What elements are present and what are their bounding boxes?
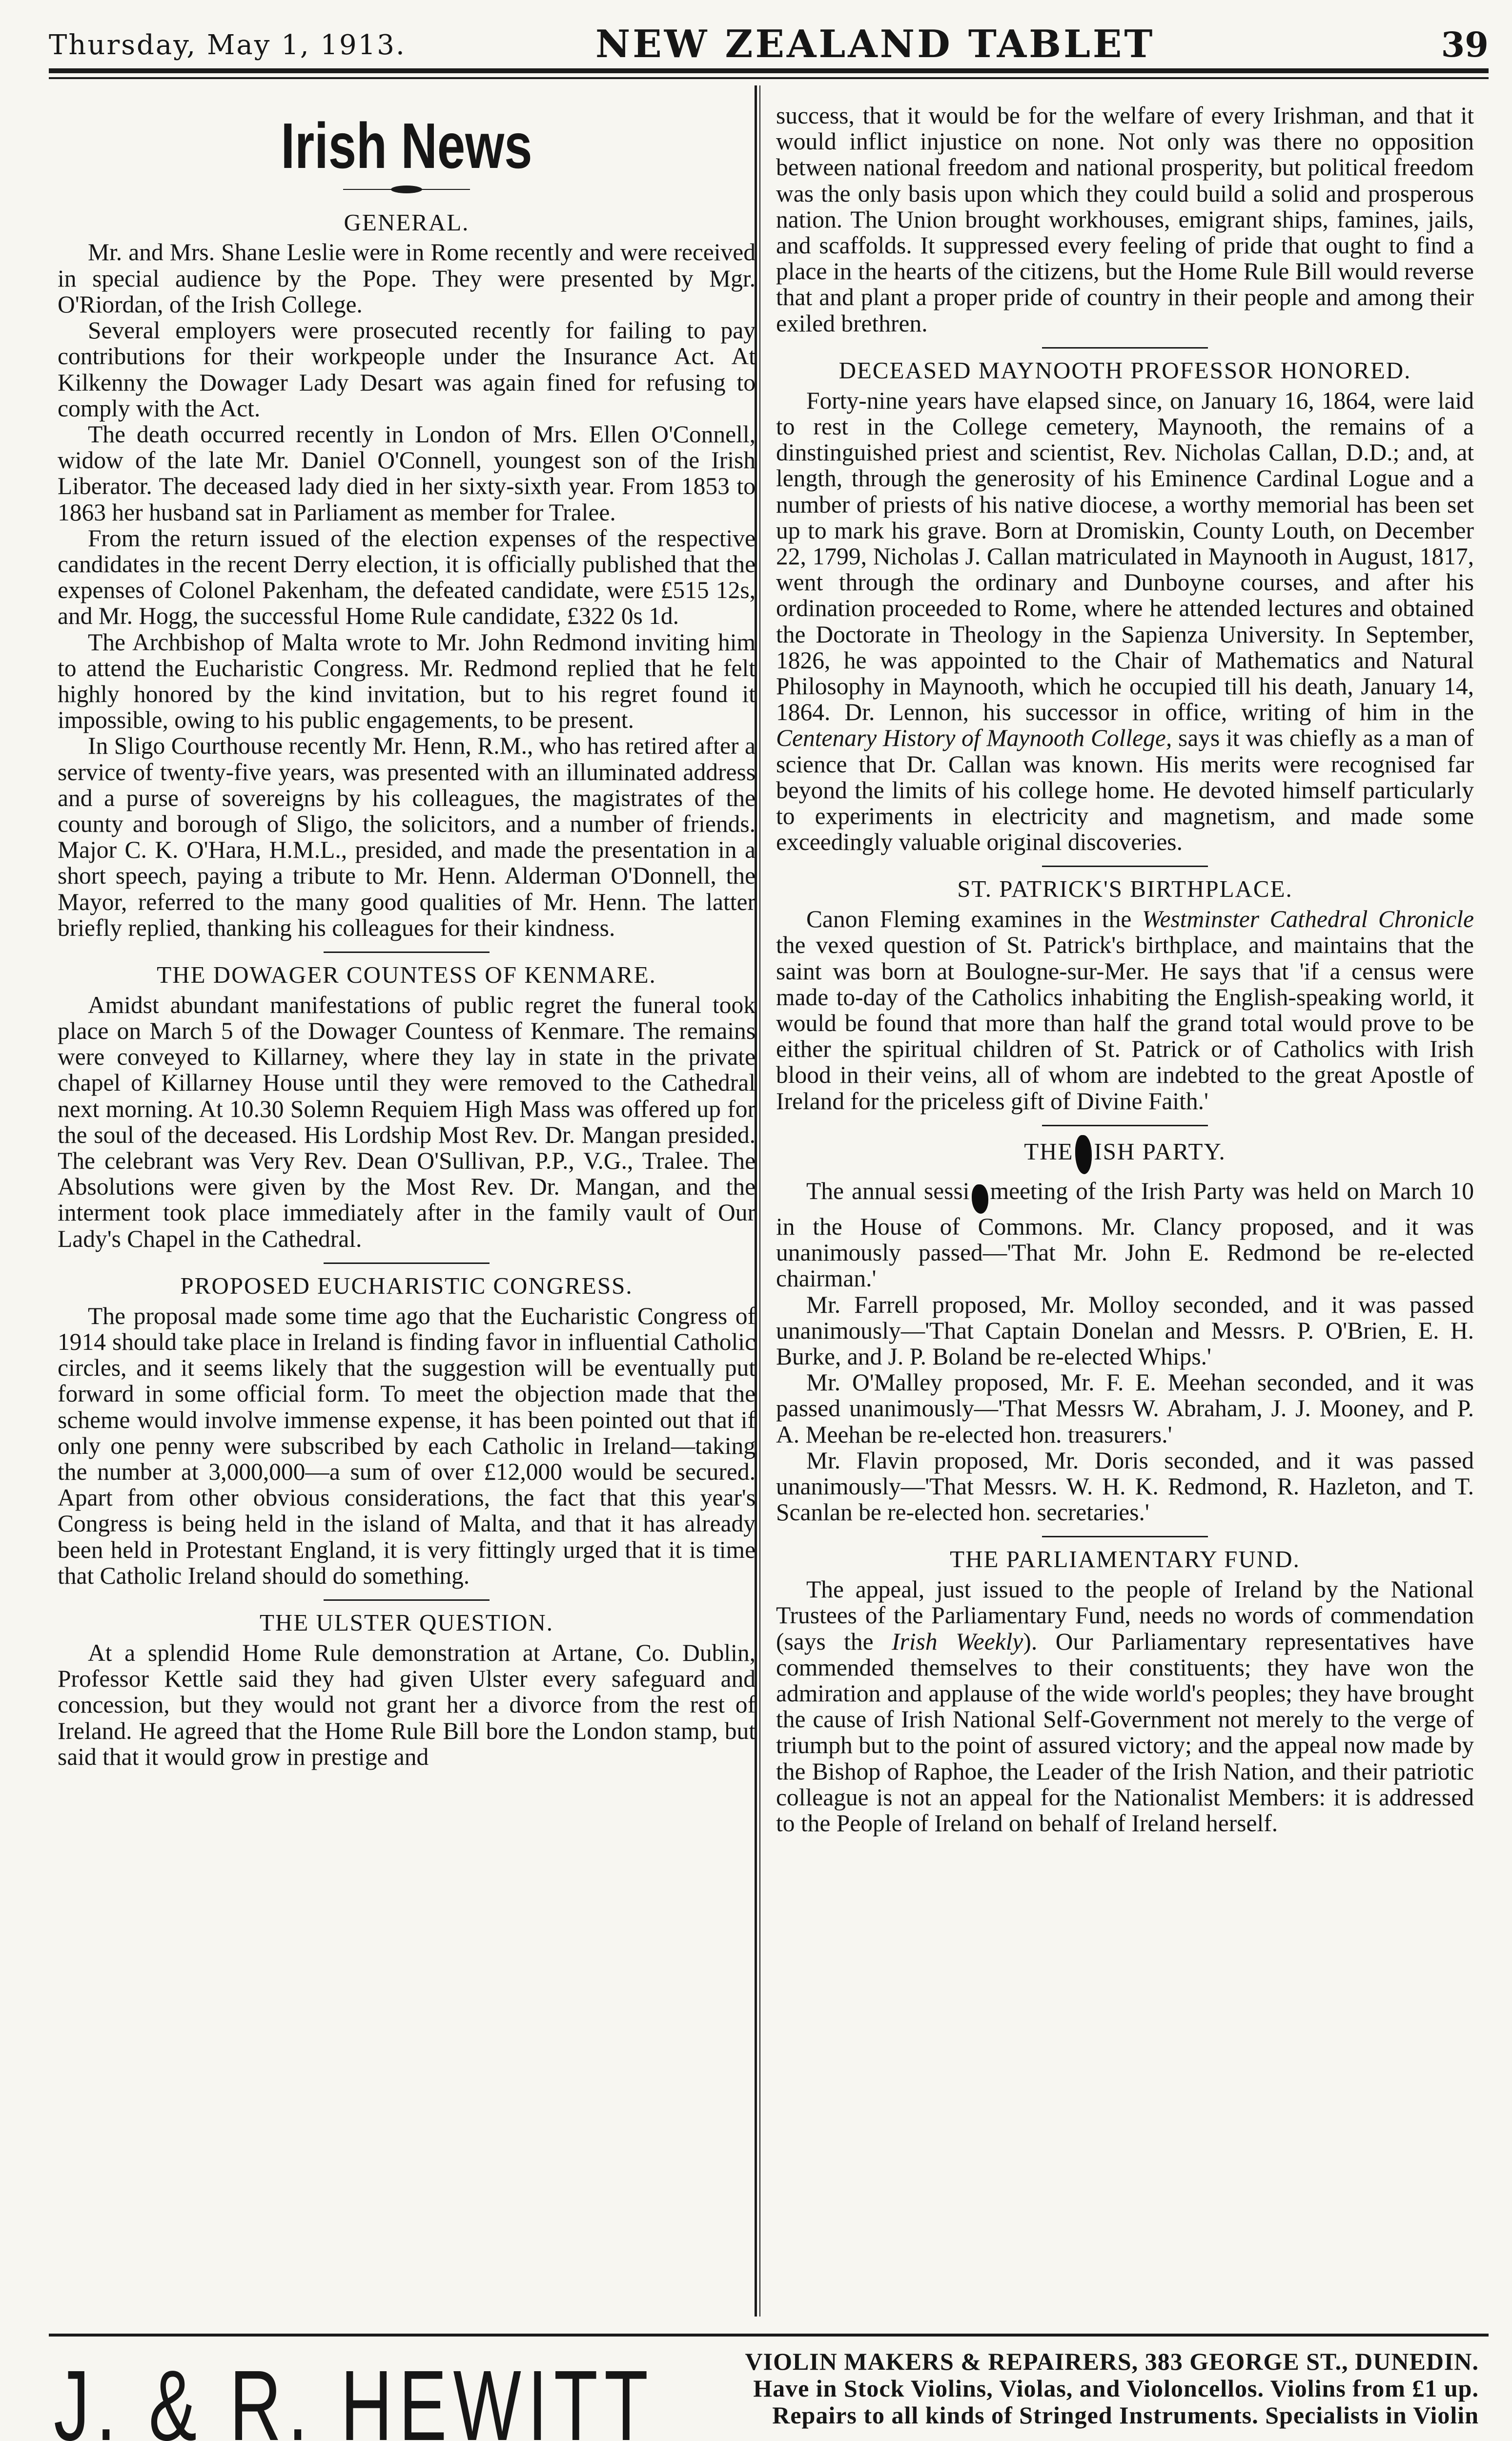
section-title: Irish News [281, 110, 532, 182]
article-paragraph [776, 1178, 1474, 1292]
separator [1042, 1536, 1208, 1537]
header-rule-thin [49, 77, 1489, 79]
italic-title: Centenary History of Maynooth College, [776, 724, 1172, 752]
left-column [58, 103, 756, 2309]
text-run: meeting of the Irish Party was held on March 10 in the House of Commons. Mr. Clancy proposed, and it was unanimously passed—'That Mr. John E. Redmond be re-elected chairman.' [776, 1177, 1474, 1292]
article-paragraph: The death occurred recently in London of Mrs. Ellen O'Connell, widow of the late Mr. Daniel O'Connell, youngest son of the Irish Liberator. The deceased lady died in her sixty-sixth year. From 1853 to 1863 her husband sat in Parliament as member for Tralee. [58, 420, 756, 526]
heading-part: THE [1024, 1138, 1074, 1165]
separator [324, 1599, 490, 1601]
page-header [49, 20, 1489, 73]
article-paragraph: In Sligo Courthouse recently Mr. Henn, R.M., who has retired after a service of twenty-five years, was presented with an illuminated address and a purse of sovereigns by his colleagues, the magistrates of the county and borough of Sligo, the solicitors, and a number of friends. Major C. K. O'Hara, H.M.L., presided, and made the presentation in a short speech, paying a tribute to Mr. Henn. Alderman O'Donnell, the Mayor, referred to the many good qualities of Mr. Henn. The latter briefly replied, thanking his colleagues for their kindness. [58, 732, 756, 941]
continued-paragraph: success, that it would be for the welfare of every Irishman, and that it would inflict injustice on none. Not only was there no opposition between national freedom and national prosperity, but political freedom was the only basis upon which they could build a solid and prosperous nation. The Union brought workhouses, emigrant ships, famines, jails, and scaffolds. It suppressed every feeling of pride that ought to find a place in the hearts of the citizens, but the Home Rule Bill would reverse that and plant a proper pride of country in their people and among their exiled brethren. [776, 103, 1474, 337]
ad-line: VIOLIN MAKERS & REPAIRERS, 383 GEORGE ST., DUNEDIN. [745, 2348, 1479, 2375]
text-run: The appeal, just issued to the people of Ireland by the National Trustees of the Parliamentary Fund, needs no words of commendation (says the [776, 1576, 1474, 1655]
heading-part: ISH PARTY. [1094, 1138, 1226, 1165]
article-paragraph: Mr. Farrell proposed, Mr. Molloy seconded, and it was passed unanimously—'That Captain Donelan and Messrs. P. O'Brien, E. H. Burke, and J. P. Boland be re-elected Whips.' [776, 1291, 1474, 1370]
article-paragraph [776, 1576, 1474, 1836]
heading-birthplace: ST. PATRICK'S BIRTHPLACE. [957, 875, 1293, 903]
separator [324, 1262, 490, 1264]
text-run: says it was chiefly as a man of science that Dr. Callan was known. His merits were recognised far beyond the limits of his college home. He devoted himself particularly to experiments in electricity and magnetism, and made some exceedingly valuable original discoveries. [776, 724, 1474, 856]
article-paragraph [776, 388, 1474, 855]
ornament-rule [343, 183, 470, 196]
article-paragraph: Mr. and Mrs. Shane Leslie were in Rome recently and were received in special audience by the Pope. They were presented by Mgr. O'Riordan, of the Irish College. [58, 239, 756, 318]
text-run: Canon Fleming examines in the [806, 906, 1132, 933]
heading-irish-party [776, 1135, 1474, 1174]
article-paragraph: Amidst abundant manifestations of public regret the funeral took place on March 5 of the Dowager Countess of Kenmare. The remains were conveyed to Killarney, where they lay in state in the private chapel of Killarney House until they were removed to the Cathedral next morning. At 10.30 Solemn Requiem High Mass was offered up for the soul of the deceased. His Lordship Most Rev. Dr. Mangan presided. The celebrant was Very Rev. Dean O'Sullivan, P.P., V.G., Tralee. The Absolutions were given by the Most Rev. Dr. Mangan, and the interment took place immediately after in the family vault of Our Lady's Chapel in the Cathedral. [58, 991, 756, 1252]
text-run: ). Our Parliamentary representatives have commended themselves to their constituents; they have won the admiration and applause of the wide world's peoples; they have brought the cause of Irish National Self-Government not merely to the verge of triumph but to the point of assured victory; and the appeal now made by the Bishop of Raphoe, the Leader of the Irish Nation, and their patriotic colleague is not an appeal for the Nationalist Members: it is addressed to the People of Ireland on behalf of Ireland herself. [776, 1628, 1474, 1837]
italic-title: Westminster Cathedral Chronicle [1142, 906, 1474, 933]
separator [324, 952, 490, 953]
footer-rule [49, 2334, 1489, 2337]
heading-ulster-question: THE ULSTER QUESTION. [259, 1609, 554, 1636]
ink-blot [972, 1184, 988, 1214]
ad-text-block [566, 2348, 1479, 2429]
article-paragraph: From the return issued of the election expenses of the respective candidates in the recent Derry election, it is officially published that the expenses of Colonel Pakenham, the defeated candidate, were £515 12s, and Mr. Hogg, the successful Home Rule candidate, £322 0s 1d. [58, 524, 756, 630]
article-paragraph: Several employers were prosecuted recently for failing to pay contributions for their workpeople under the Insurance Act. At Kilkenny the Dowager Lady Desart was again fined for refusing to comply with the Act. [58, 317, 756, 422]
heading-eucharistic-congress: PROPOSED EUCHARISTIC CONGRESS. [180, 1272, 633, 1299]
issue-date: Thursday, May 1, 1913. [49, 29, 406, 61]
separator [1042, 866, 1208, 867]
article-paragraph: The proposal made some time ago that the Eucharistic Congress of 1914 should take place in Ireland is finding favor in influential Catholic circles, and it seems likely that the suggestion will be eventually put forward in some official form. To meet the objection made that the scheme would involve immense expense, it has been pointed out that if only one penny were subscribed by each Catholic in Ireland—taking the number at 3,000,000—a sum of over £12,000 would be secured. Apart from other obvious considerations, the fact that this year's Congress is being held in the island of Malta, and that it has already been held in Protestant England, it is very fittingly urged that it is time that Catholic Ireland should do something. [58, 1302, 756, 1589]
ink-blot [1075, 1135, 1092, 1174]
separator [1042, 347, 1208, 349]
article-paragraph: Mr. Flavin proposed, Mr. Doris seconded, and it was passed unanimously—'That Messrs. W. H. K. Redmond, R. Hazleton, and T. Scanlan be re-elected hon. secretaries.' [776, 1447, 1474, 1526]
italic-title: Irish Weekly [892, 1628, 1023, 1655]
ad-line: Repairs to all kinds of Stringed Instruments. Specialists in Violin [772, 2401, 1479, 2429]
text-run: Forty-nine years have elapsed since, on January 16, 1864, were laid to rest in the College cemetery, Maynooth, the remains of a dinstinguished priest and scientist, Rev. Nicholas Callan, D.D.; and, at length, through the generosity of his Eminence Cardinal Logue and a number of priests of his native diocese, a worthy memorial has been set up to mark his grave. Born at Dromiskin, County Louth, on December 22, 1799, Nicholas J. Callan matriculated in Maynooth in August, 1817, went through the ordinary and Dunboyne courses, and after his ordination proceeded to Rome, where he attended lectures and obtained the Doctorate in Theology in the Sapienza University. In September, 1826, he was appointed to the Chair of Mathematics and Natural Philosophy in Maynooth, which he occupied till his death, January 14, 1864. Dr. Lennon, his successor in office, writing of him in the [776, 387, 1474, 726]
ad-line: Have in Stock Violins, Violas, and Violoncellos. Violins from £1 up. [753, 2375, 1479, 2402]
page-number: 39 [1441, 24, 1489, 65]
text-run: The annual sessi [806, 1177, 970, 1204]
column-divider-inner [759, 85, 760, 2317]
article-paragraph: The Archbishop of Malta wrote to Mr. John Redmond inviting him to attend the Eucharistic Congress. Mr. Redmond replied that he felt highly honored by the kind invitation, but to his regret found it impossible, owing to his public engagements, to be present. [58, 628, 756, 734]
article-paragraph: At a splendid Home Rule demonstration at Artane, Co. Dublin, Professor Kettle said they had given Ulster every safeguard and concession, but they would not grant her a divorce from the rest of Ireland. He agreed that the Home Rule Bill bore the London stamp, but said that it would grow in prestige and [58, 1639, 756, 1770]
heading-parliamentary-fund: THE PARLIAMENTARY FUND. [950, 1546, 1300, 1573]
article-paragraph: Mr. O'Malley proposed, Mr. F. E. Meehan seconded, and it was passed unanimously—'That Messrs W. Abraham, J. J. Mooney, and P. A. Meehan be re-elected hon. treasurers.' [776, 1369, 1474, 1448]
right-column [776, 103, 1474, 2309]
header-rule-thick [49, 68, 1489, 73]
heading-general: GENERAL. [344, 208, 470, 236]
separator [1042, 1125, 1208, 1126]
publication-title: NEW ZEALAND TABLET [595, 22, 1155, 66]
advertisement [49, 2343, 1489, 2441]
heading-kenmare: THE DOWAGER COUNTESS OF KENMARE. [157, 961, 656, 988]
ad-brand: J. & R. HEWITT [54, 2350, 655, 2441]
heading-maynooth: DECEASED MAYNOOTH PROFESSOR HONORED. [838, 356, 1411, 384]
article-paragraph [776, 906, 1474, 1114]
text-run: the vexed question of St. Patrick's birthplace, and maintains that the saint was born at Boulogne-sur-Mer. He says that 'if a census were made to-day of the Catholics inhabiting the English-speaking world, it would be found that more than half the grand total would prove to be either the spiritual children of St. Patrick or of Catholics with Irish blood in their veins, all of whom are indebted to the great Apostle of Ireland for the priceless gift of Divine Faith.' [776, 931, 1474, 1115]
